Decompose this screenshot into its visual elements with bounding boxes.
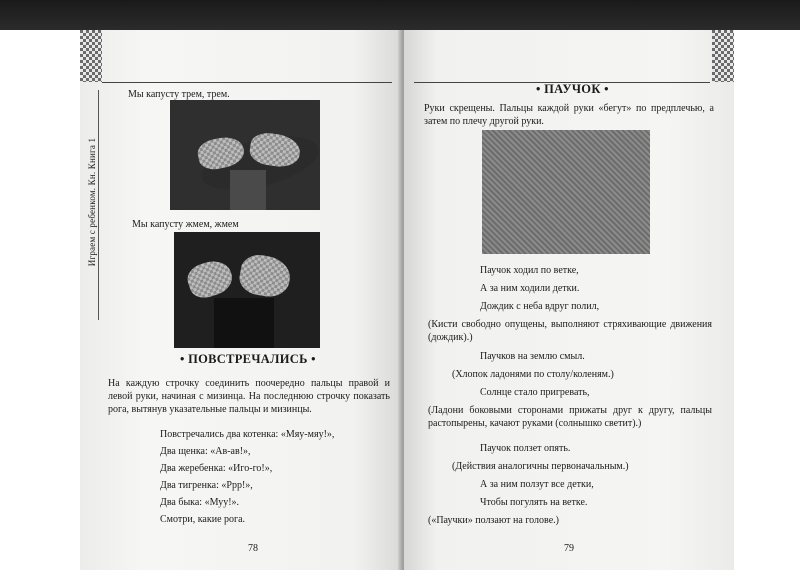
checker-ornament-left (80, 30, 102, 82)
instructions-right: Руки скрещены. Пальцы каждой руки «бегут» по предплечью, а затем по плечу другой руки. (424, 103, 714, 127)
checker-ornament-right (712, 30, 734, 82)
verse-remark: (Ладони боковыми сторонами прижаты друг к другу, пальцы растопырены, качают руками (солнышко светит).) (428, 405, 712, 429)
verse-line: Два быка: «Муу!». (160, 497, 240, 508)
photo-caption-1: Мы капусту трем, трем. (128, 89, 230, 100)
section-title-pauchok: • ПАУЧОК • (536, 82, 609, 96)
verse-line: А за ним ходили детки. (480, 283, 580, 294)
verse-line: Дождик с неба вдруг полил, (480, 301, 600, 312)
verse-line: Повстречались два котенка: «Мяу-мяу!», (160, 429, 335, 440)
verse-line: Паучок ползет опять. (480, 443, 571, 454)
left-fist-icon (184, 256, 236, 302)
section-title-povstrechalis: • ПОВСТРЕЧАЛИСЬ • (180, 352, 316, 366)
crossed-arms-photo (482, 130, 650, 254)
verse-line: А за ним ползут все детки, (480, 479, 594, 490)
running-head (82, 90, 99, 320)
verse-remark: (Кисти свободно опущены, выполняют стряхивающие движения (дождик).) (428, 319, 712, 343)
grating-hands-photo (170, 100, 320, 210)
verse-line: Два тигренка: «Ррр!», (160, 480, 253, 491)
verse-line: Солнце стало пригревать, (480, 387, 590, 398)
right-fist-icon (237, 252, 293, 300)
verse-remark: (Хлопок ладонями по столу/коленям.) (452, 369, 614, 380)
running-head-text: Играем с ребенком. Кн. Книга 1 (87, 137, 97, 267)
scanner-top-band (0, 0, 800, 30)
left-page (80, 30, 402, 570)
verse-remark: («Паучки» ползают на голове.) (428, 515, 559, 526)
verse-line: Чтобы погулять на ветке. (480, 497, 588, 508)
page-number-right: 79 (564, 543, 574, 554)
header-rule-left (102, 82, 392, 83)
verse-line: Два щенка: «Ав-ав!», (160, 446, 251, 457)
verse-line: Паучков на землю смыл. (480, 351, 585, 362)
verse-line: Паучок ходил по ветке, (480, 265, 579, 276)
page-number-left: 78 (248, 543, 258, 554)
instructions-left: На каждую строчку соединить поочередно пальцы правой и левой руки, начиная с мизинца. На последнюю строчку показать рога, вытянув указательные пальцы и мизинцы. (108, 378, 390, 415)
verse-line: Два жеребенка: «Иго-го!», (160, 463, 273, 474)
verse-remark: (Действия аналогичны первоначальным.) (452, 461, 629, 472)
photo-caption-2: Мы капусту жмем, жмем (132, 219, 239, 230)
pressing-fists-photo (174, 232, 320, 348)
verse-line: Смотри, какие рога. (160, 514, 246, 525)
right-page (404, 30, 734, 570)
